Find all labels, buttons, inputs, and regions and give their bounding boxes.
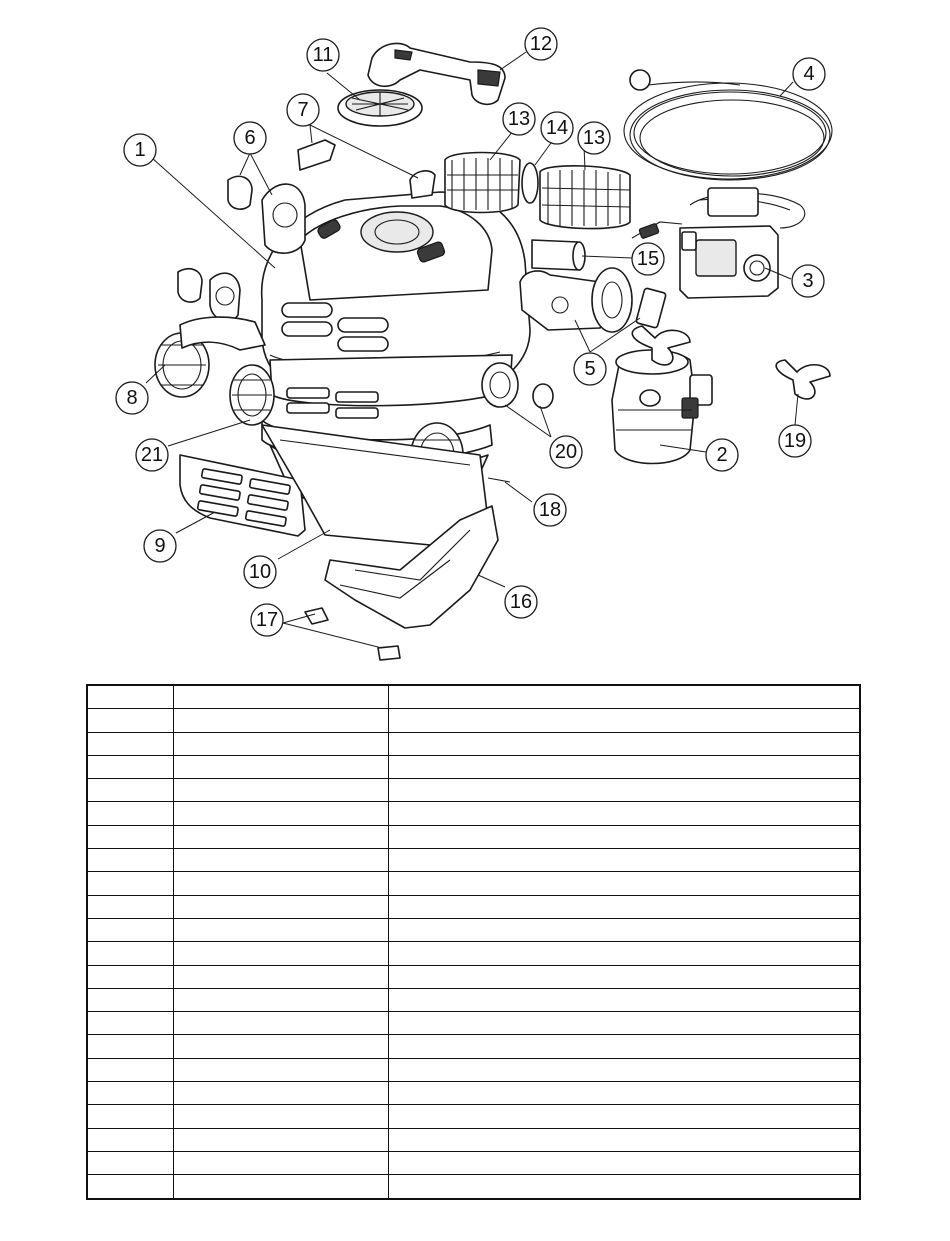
table-cell-part-no	[173, 802, 388, 825]
svg-text:1: 1	[134, 139, 146, 161]
table-cell-part-no	[173, 825, 388, 848]
table-cell-description	[388, 1105, 860, 1128]
table-cell-number	[87, 825, 173, 848]
brush-left-part	[445, 153, 520, 213]
table-row	[87, 895, 860, 918]
callout-4	[793, 58, 825, 90]
table-cell-description	[388, 1035, 860, 1058]
table-row	[87, 709, 860, 732]
callout-13a	[503, 103, 535, 135]
svg-text:10: 10	[248, 561, 272, 583]
callout-19	[779, 425, 811, 457]
hub-left-part	[178, 269, 240, 321]
rear-shaft-part	[488, 478, 510, 482]
table-cell-part-no	[173, 965, 388, 988]
svg-text:14: 14	[545, 117, 569, 139]
svg-text:20: 20	[554, 441, 578, 463]
table-cell-part-no	[173, 1175, 388, 1199]
callout-17	[251, 604, 283, 636]
side-plate-part	[228, 176, 305, 253]
pump-motor-part	[612, 350, 712, 464]
table-cell-number	[87, 988, 173, 1011]
leader-12	[500, 52, 526, 70]
wheel-cap-part	[533, 384, 553, 408]
table-cell-part-no	[173, 1058, 388, 1081]
table-cell-part-no	[173, 895, 388, 918]
leader-9	[176, 512, 215, 533]
table-cell-description	[388, 685, 860, 709]
table-cell-description	[388, 709, 860, 732]
table-cell-number	[87, 802, 173, 825]
leader-17	[283, 614, 382, 648]
table-cell-part-no	[173, 1012, 388, 1035]
table-cell-number	[87, 965, 173, 988]
table-cell-number	[87, 942, 173, 965]
svg-text:13: 13	[507, 108, 531, 130]
table-row	[87, 685, 860, 709]
callout-21	[136, 439, 168, 471]
svg-text:18: 18	[538, 499, 562, 521]
svg-text:21: 21	[140, 444, 164, 466]
table-cell-number	[87, 1035, 173, 1058]
table-cell-description	[388, 825, 860, 848]
svg-text:5: 5	[584, 358, 596, 380]
table-cell-part-no	[173, 1082, 388, 1105]
callout-10	[244, 556, 276, 588]
callout-9	[144, 530, 176, 562]
svg-text:6: 6	[244, 127, 256, 149]
table-row	[87, 988, 860, 1011]
table-cell-part-no	[173, 1035, 388, 1058]
table-cell-number	[87, 1151, 173, 1174]
callout-1	[124, 134, 156, 166]
table-row	[87, 1175, 860, 1199]
table-cell-description	[388, 872, 860, 895]
callout-16	[505, 586, 537, 618]
table-cell-part-no	[173, 1151, 388, 1174]
table-row	[87, 755, 860, 778]
svg-text:19: 19	[783, 430, 807, 452]
table-cell-description	[388, 732, 860, 755]
table-cell-part-no	[173, 872, 388, 895]
callout-11	[307, 39, 339, 71]
wheel-left-front-part	[230, 365, 274, 425]
svg-text:13: 13	[582, 127, 606, 149]
callout-5	[574, 353, 606, 385]
callout-14	[541, 112, 573, 144]
table-row	[87, 965, 860, 988]
table-cell-description	[388, 1128, 860, 1151]
table-cell-number	[87, 709, 173, 732]
table-cell-description	[388, 1058, 860, 1081]
callout-18	[534, 494, 566, 526]
parts-list-table	[86, 684, 861, 1200]
brush-spacer-part	[522, 163, 538, 203]
table-cell-part-no	[173, 709, 388, 732]
table-cell-part-no	[173, 685, 388, 709]
callout-12	[525, 28, 557, 60]
svg-text:12: 12	[529, 33, 553, 55]
table-row	[87, 825, 860, 848]
table-row	[87, 1105, 860, 1128]
brush-right-part	[540, 166, 630, 229]
table-cell-number	[87, 895, 173, 918]
table-cell-description	[388, 802, 860, 825]
table-cell-part-no	[173, 732, 388, 755]
svg-text:7: 7	[297, 99, 309, 121]
leader-20	[505, 405, 551, 437]
table-row	[87, 872, 860, 895]
table-cell-number	[87, 849, 173, 872]
table-cell-description	[388, 895, 860, 918]
drive-motor-part	[520, 268, 666, 332]
leader-10	[278, 530, 330, 559]
leader-18	[505, 482, 532, 502]
table-cell-description	[388, 849, 860, 872]
table-cell-description	[388, 1175, 860, 1199]
table-cell-description	[388, 942, 860, 965]
table-cell-description	[388, 918, 860, 941]
callout-13b	[578, 122, 610, 154]
table-cell-part-no	[173, 942, 388, 965]
leader-21	[168, 420, 250, 446]
table-cell-number	[87, 732, 173, 755]
table-row	[87, 779, 860, 802]
table-cell-part-no	[173, 1128, 388, 1151]
table-cell-number	[87, 918, 173, 941]
table-cell-number	[87, 1058, 173, 1081]
leader-1	[152, 158, 275, 268]
clip-part	[298, 140, 435, 198]
table-cell-description	[388, 1151, 860, 1174]
power-supply-part	[632, 188, 805, 298]
table-cell-description	[388, 1012, 860, 1035]
table-row	[87, 1128, 860, 1151]
table-cell-description	[388, 988, 860, 1011]
svg-text:11: 11	[312, 44, 334, 66]
axle-tube-part	[532, 240, 585, 270]
leader-4	[780, 82, 793, 96]
table-cell-number	[87, 1128, 173, 1151]
table-row	[87, 1035, 860, 1058]
table-cell-part-no	[173, 849, 388, 872]
table-row	[87, 1151, 860, 1174]
table-row	[87, 1082, 860, 1105]
leader-19	[795, 394, 798, 425]
table-cell-part-no	[173, 918, 388, 941]
table-cell-part-no	[173, 779, 388, 802]
svg-text:9: 9	[154, 535, 166, 557]
table-cell-description	[388, 779, 860, 802]
table-row	[87, 942, 860, 965]
table-row	[87, 1058, 860, 1081]
svg-text:17: 17	[255, 609, 279, 631]
leader-15	[582, 256, 632, 258]
table-cell-part-no	[173, 988, 388, 1011]
table-cell-number	[87, 755, 173, 778]
table-row	[87, 802, 860, 825]
callout-2	[706, 439, 738, 471]
table-cell-description	[388, 965, 860, 988]
impeller-part	[776, 360, 830, 399]
table-cell-number	[87, 1175, 173, 1199]
svg-text:3: 3	[802, 270, 814, 292]
table-row	[87, 732, 860, 755]
callout-15	[632, 243, 664, 275]
table-cell-description	[388, 1082, 860, 1105]
table-cell-part-no	[173, 755, 388, 778]
callout-6	[234, 122, 266, 154]
svg-text:16: 16	[509, 591, 533, 613]
callout-7	[287, 94, 319, 126]
table-cell-number	[87, 872, 173, 895]
callout-8	[116, 382, 148, 414]
callout-20	[550, 436, 582, 468]
svg-text:4: 4	[803, 63, 815, 85]
svg-text:15: 15	[636, 248, 660, 270]
wheel-right-rear-part	[482, 363, 518, 407]
table-row	[87, 918, 860, 941]
table-cell-number	[87, 779, 173, 802]
table-row	[87, 1012, 860, 1035]
callout-3	[792, 265, 824, 297]
table-cell-description	[388, 755, 860, 778]
svg-text:8: 8	[126, 387, 138, 409]
table-cell-part-no	[173, 1105, 388, 1128]
svg-text:2: 2	[716, 444, 728, 466]
table-cell-number	[87, 1012, 173, 1035]
top-filter-disc-part	[338, 90, 422, 126]
table-cell-number	[87, 685, 173, 709]
leader-16	[478, 575, 505, 587]
parts-list-body	[87, 685, 860, 1199]
leader-11	[327, 73, 360, 100]
table-cell-number	[87, 1082, 173, 1105]
table-row	[87, 849, 860, 872]
table-cell-number	[87, 1105, 173, 1128]
